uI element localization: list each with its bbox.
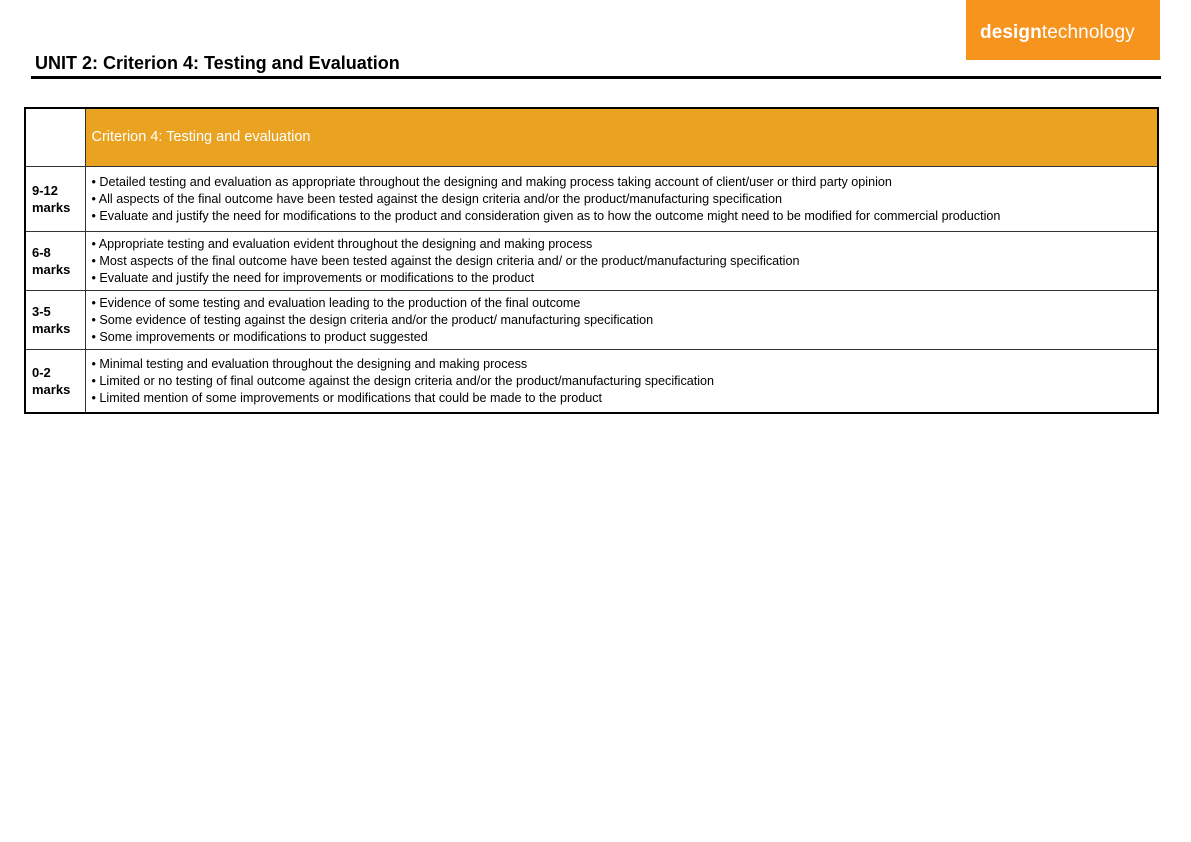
descriptor-item: • Evidence of some testing and evaluation leading to the production of the final outcome: [91, 295, 581, 310]
descriptor-item: • Appropriate testing and evaluation evident throughout the designing and making process: [91, 236, 593, 251]
mark-unit: marks: [32, 321, 71, 336]
brand-logo: [966, 0, 1160, 60]
mark-range: 6-8: [32, 245, 51, 260]
descriptor-cell: [85, 167, 1158, 232]
descriptor-item: • Detailed testing and evaluation as appropriate throughout the designing and making process taking account of client/user or third party opinion: [91, 174, 892, 189]
mark-unit: marks: [32, 382, 71, 397]
descriptor-item: • Evaluate and justify the need for improvements or modifications to the product: [91, 270, 535, 285]
table-header-row: [25, 108, 1158, 167]
logo-word-technology: technology: [1041, 22, 1135, 43]
descriptor-item: • Evaluate and justify the need for modifications to the product and consideration given as to how the outcome might need to be modified for commercial production: [91, 208, 1001, 223]
descriptor-item: • Some improvements or modifications to product suggested: [91, 329, 428, 344]
descriptor-item: • Minimal testing and evaluation throughout the designing and making process: [91, 356, 528, 371]
table-row: [25, 232, 1158, 291]
mark-range: 9-12: [32, 183, 59, 198]
brand-logo-text: [980, 22, 1135, 44]
descriptor-item: • Most aspects of the final outcome have been tested against the design criteria and/ or the product/manufacturing specification: [91, 253, 800, 268]
mark-range: 3-5: [32, 304, 51, 319]
mark-band-cell: [25, 167, 85, 232]
mark-range: 0-2: [32, 365, 51, 380]
descriptor-item: • Limited mention of some improvements or modifications that could be made to the product: [91, 390, 603, 405]
descriptor-item: • Some evidence of testing against the design criteria and/or the product/ manufacturing specification: [91, 312, 654, 327]
descriptor-cell: [85, 350, 1158, 414]
mark-unit: marks: [32, 262, 71, 277]
descriptor-cell: [85, 232, 1158, 291]
descriptor-cell: [85, 291, 1158, 350]
mark-band-cell: [25, 350, 85, 414]
table-row: [25, 291, 1158, 350]
descriptor-item: • All aspects of the final outcome have been tested against the design criteria and/or the product/manufacturing specification: [91, 191, 782, 206]
descriptor-item: • Limited or no testing of final outcome against the design criteria and/or the product/manufacturing specification: [91, 373, 715, 388]
title-divider: [31, 76, 1161, 79]
page-title: UNIT 2: Criterion 4: Testing and Evaluation: [35, 53, 400, 73]
logo-word-design: design: [980, 22, 1042, 43]
mark-band-cell: [25, 291, 85, 350]
assessment-rubric-table: [24, 107, 1159, 414]
mark-unit: marks: [32, 200, 71, 215]
table-row: [25, 167, 1158, 232]
table-row: [25, 350, 1158, 414]
mark-band-cell: [25, 232, 85, 291]
criterion-heading: Criterion 4: Testing and evaluation: [85, 108, 1158, 167]
header-empty-cell: [25, 108, 85, 167]
